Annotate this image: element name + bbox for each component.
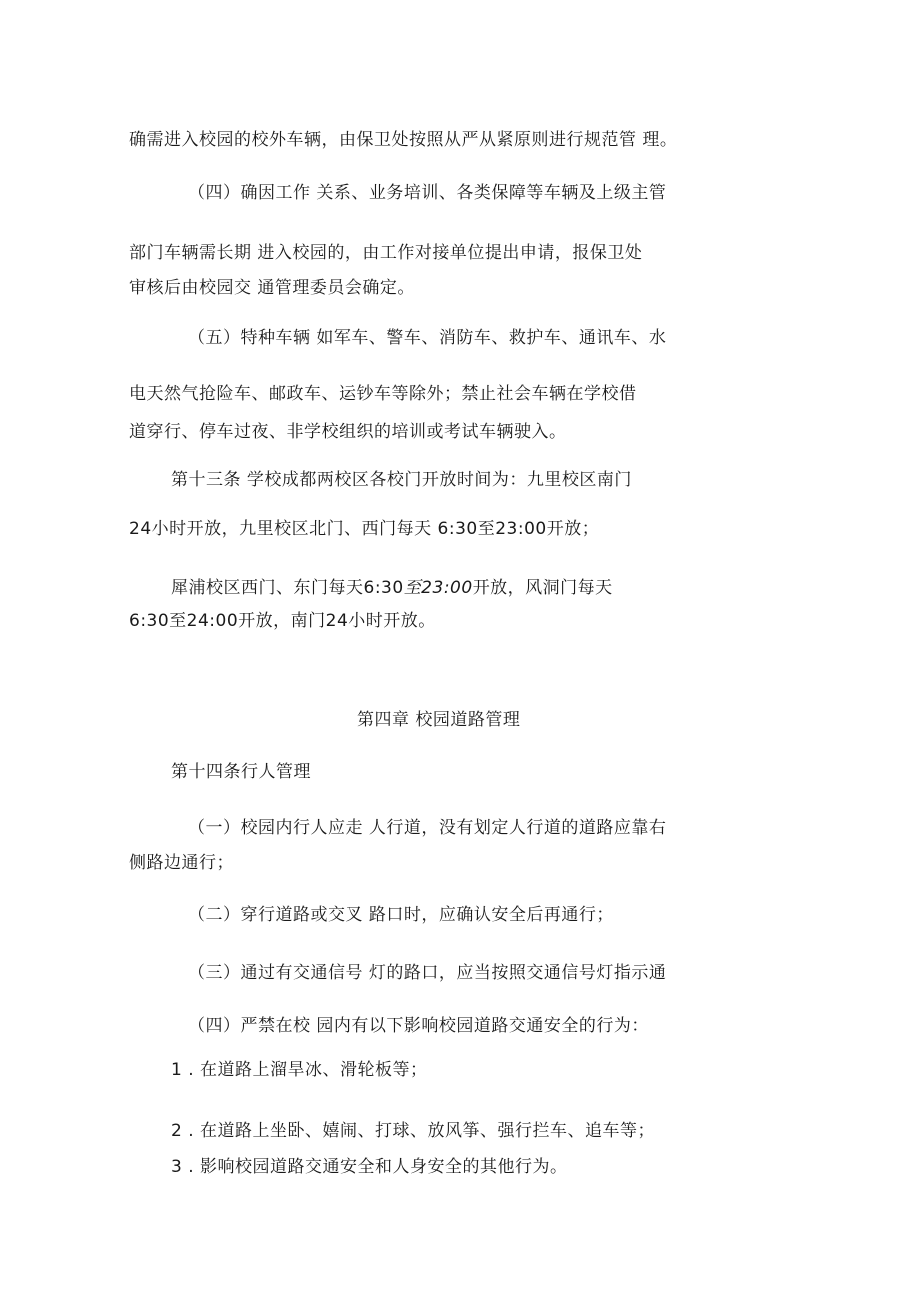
item-four-line-1: （四）确因工作 关系、业务培训、各类保障等车辆及上级主管	[188, 183, 667, 203]
para-line: 确需进入校园的校外车辆，由保卫处按照从严从紧原则进行规范管 理。	[129, 130, 678, 150]
prohibited-item-1: 1 . 在道路上溜旱冰、滑轮板等；	[171, 1060, 428, 1080]
article-13-line-4: 6:30至24:00开放，南门24小时开放。	[129, 611, 436, 631]
pedestrian-item-1-line-1: （一）校园内行人应走 人行道，没有划定人行道的道路应靠右	[188, 818, 667, 838]
pedestrian-item-2: （二）穿行道路或交叉 路口时，应确认安全后再通行；	[188, 905, 614, 925]
article-13-line-3-part-a: 犀浦校区西门、东门每天6:30	[171, 578, 404, 598]
article-14-title: 第十四条行人管理	[171, 762, 311, 782]
article-13-line-3-italic: 至23:00	[403, 578, 473, 598]
item-five-line-3: 道穿行、停车过夜、非学校组织的培训或考试车辆驶入。	[129, 422, 567, 442]
article-13-line-2: 24小时开放，九里校区北门、西门每天 6:30至23:00开放；	[129, 519, 600, 539]
prohibited-item-3: 3 . 影响校园道路交通安全和人身安全的其他行为。	[171, 1157, 568, 1177]
item-five-line-1: （五）特种车辆 如军车、警车、消防车、救护车、通讯车、水	[188, 328, 667, 348]
article-13-line-3	[171, 577, 613, 599]
pedestrian-item-1-line-2: 侧路边通行；	[129, 853, 234, 873]
item-four-line-2: 部门车辆需长期 进入校园的，由工作对接单位提出申请，报保卫处	[129, 243, 643, 263]
item-four-line-3: 审核后由校园交 通管理委员会确定。	[129, 278, 415, 298]
pedestrian-item-4: （四）严禁在校 园内有以下影响校园道路交通安全的行为：	[188, 1016, 649, 1036]
prohibited-item-2: 2 . 在道路上坐卧、嬉闹、打球、放风筝、强行拦车、追车等；	[171, 1121, 656, 1141]
item-five-line-2: 电天然气抢险车、邮政车、运钞车等除外；禁止社会车辆在学校借	[129, 384, 637, 404]
article-13-line-1: 第十三条 学校成都两校区各校门开放时间为：九里校区南门	[171, 470, 632, 490]
article-13-line-3-part-c: 开放，风洞门每天	[472, 578, 613, 598]
chapter-title: 第四章 校园道路管理	[357, 710, 521, 730]
pedestrian-item-3: （三）通过有交通信号 灯的路口，应当按照交通信号灯指示通	[188, 963, 667, 983]
